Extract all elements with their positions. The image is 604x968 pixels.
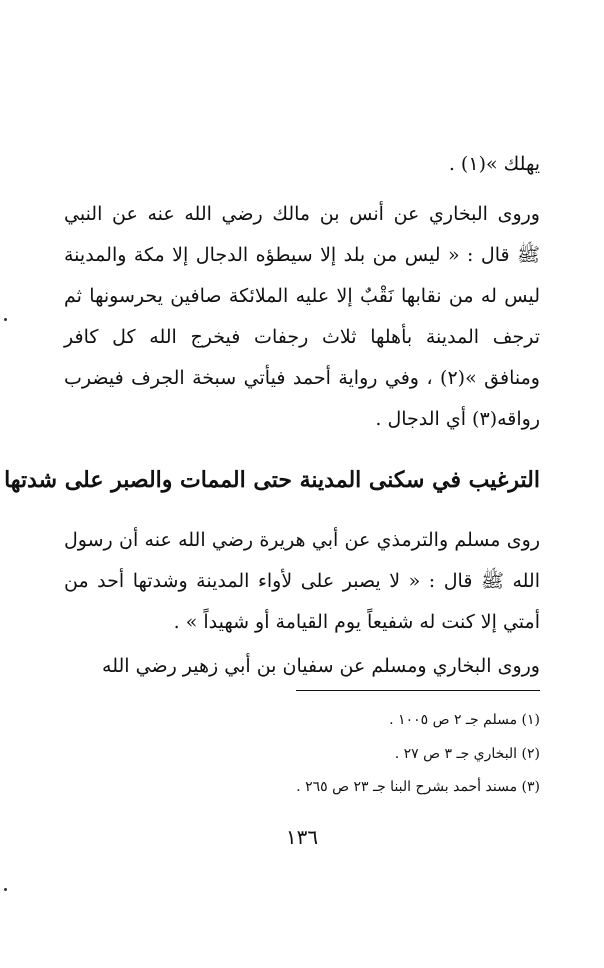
text-line: روى مسلم والترمذي عن أبي هريرة رضي الله عنه أن رسول [64, 529, 540, 551]
section-heading: الترغيب في سكنى المدينة حتى الممات والصبر على شدتها [4, 467, 540, 493]
scan-speck [4, 318, 7, 321]
text-line: أمتي إلا كنت له شفيعاً يوم القيامة أو شهيداً » . [173, 611, 540, 633]
text-line: يهلك »(١) . [448, 153, 540, 175]
text-line: ﷺ قال : « ليس من بلد إلا سيطؤه الدجال إلا مكة والمدينة [64, 244, 540, 266]
text-line: ومنافق »(٢) ، وفي رواية أحمد فيأتي سبخة الجرف فيضرب [64, 367, 540, 389]
text-line: وروى البخاري عن أنس بن مالك رضي الله عنه عن النبي [64, 203, 540, 225]
text-line: رواقه(٣) أي الدجال . [375, 408, 540, 430]
text-line: ترجف المدينة بأهلها ثلاث رجفات فيخرج الله كل كافر [64, 326, 540, 348]
footnote-separator [296, 690, 540, 691]
page-number: ١٣٦ [285, 825, 319, 849]
footnote: (١) مسلم جـ ٢ ص ١٠٠٥ . [389, 712, 540, 728]
text-line: الله ﷺ قال : « لا يصبر على لأواء المدينة وشدتها أحد من [64, 570, 540, 592]
footnote: (٢) البخاري جـ ٣ ص ٢٧ . [394, 746, 540, 762]
scan-speck [4, 888, 7, 891]
text-line: وروى البخاري ومسلم عن سفيان بن أبي زهير رضي الله [102, 655, 540, 677]
text-line: ليس له من نقابها نَقْبٌ إلا عليه الملائكة صافين يحرسونها ثم [64, 285, 540, 307]
footnote: (٣) مسند أحمد بشرح البنا جـ ٢٣ ص ٢٦٥ . [296, 779, 540, 795]
